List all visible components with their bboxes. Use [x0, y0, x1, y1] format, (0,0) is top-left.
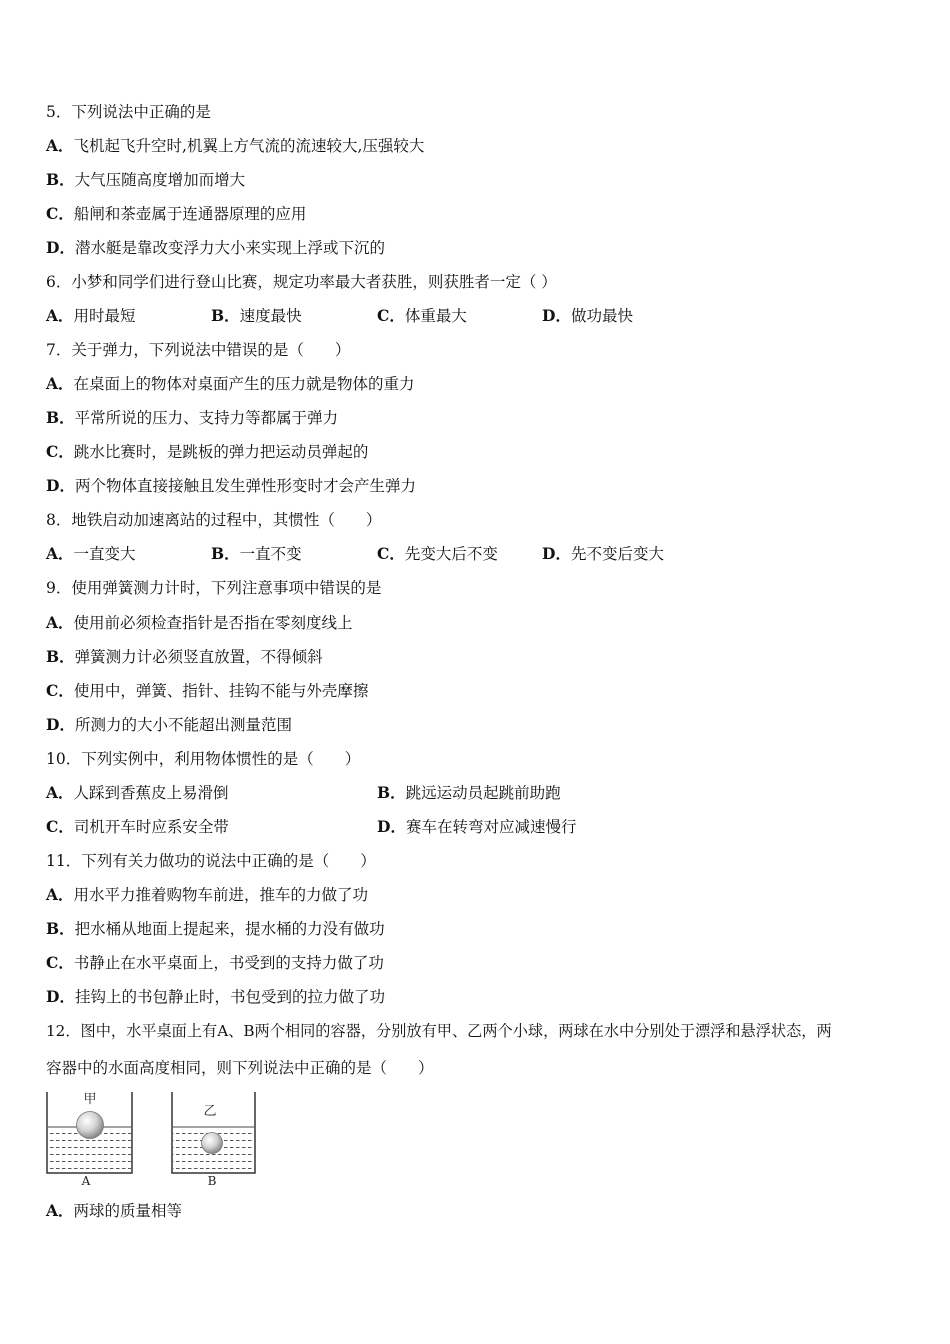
- ball-jia-label: 甲: [83, 1092, 97, 1107]
- q10-option-b: B．跳远运动员起跳前助跑: [377, 783, 561, 802]
- q7-option-a: A．在桌面上的物体对桌面产生的压力就是物体的重力: [46, 374, 415, 393]
- q7-option-b: B．平常所说的压力、支持力等都属于弹力: [46, 408, 339, 427]
- q10-option-d: D．赛车在转弯对应减速慢行: [377, 817, 577, 836]
- q7-stem: 7．关于弹力，下列说法中错误的是（ ）: [46, 341, 351, 359]
- q6-stem: 6．小梦和同学们进行登山比赛，规定功率最大者获胜，则获胜者一定（ ）: [46, 273, 557, 291]
- container-b-label: B: [207, 1174, 217, 1188]
- q9-option-d: D．所测力的大小不能超出测量范围: [46, 715, 292, 734]
- q8-option-c: C．先变大后不变: [377, 544, 498, 563]
- q5-option-d: D．潜水艇是靠改变浮力大小来实现上浮或下沉的: [46, 238, 385, 257]
- q10-option-c: C．司机开车时应系安全带: [46, 817, 229, 836]
- ball-yi-label: 乙: [203, 1104, 217, 1119]
- q5-option-b: B．大气压随高度增加而增大: [46, 170, 246, 189]
- q11-option-b: B．把水桶从地面上提起来，提水桶的力没有做功: [46, 919, 385, 938]
- q11-stem: 11．下列有关力做功的说法中正确的是（ ）: [46, 852, 376, 870]
- q8-option-b: B．一直不变: [211, 544, 302, 563]
- q6-option-c: C．体重最大: [377, 306, 467, 325]
- container-a-label: A: [81, 1174, 91, 1188]
- q9-option-a: A．使用前必须检查指针是否指在零刻度线上: [46, 613, 353, 632]
- q9-option-c: C．使用中，弹簧、指针、挂钩不能与外壳摩擦: [46, 681, 369, 700]
- q7-option-d: D．两个物体直接接触且发生弹性形变时才会产生弹力: [46, 476, 416, 495]
- q8-option-a: A．一直变大: [46, 544, 136, 563]
- q12-figure: [44, 1088, 259, 1188]
- q6-option-a: A．用时最短: [46, 306, 136, 325]
- q10-option-a: A．人踩到香蕉皮上易滑倒: [46, 783, 229, 802]
- q6-option-b: B．速度最快: [211, 306, 302, 325]
- containers-diagram: [44, 1088, 259, 1188]
- ball-jia: [77, 1112, 104, 1139]
- container-a: [47, 1092, 132, 1188]
- q11-option-a: A．用水平力推着购物车前进，推车的力做了功: [46, 885, 369, 904]
- q11-option-c: C．书静止在水平桌面上，书受到的支持力做了功: [46, 953, 384, 972]
- q5-option-a: A．飞机起飞升空时,机翼上方气流的流速较大,压强较大: [46, 136, 425, 155]
- q5-stem: 5．下列说法中正确的是: [46, 103, 211, 121]
- q12-stem-line2: 容器中的水面高度相同，则下列说法中正确的是（ ）: [46, 1059, 434, 1077]
- q6-option-d: D．做功最快: [542, 306, 633, 325]
- q11-option-d: D．挂钩上的书包静止时，书包受到的拉力做了功: [46, 987, 385, 1006]
- q10-stem: 10．下列实例中，利用物体惯性的是（ ）: [46, 750, 361, 768]
- q5-option-c: C．船闸和茶壶属于连通器原理的应用: [46, 204, 307, 223]
- q7-option-c: C．跳水比赛时，是跳板的弹力把运动员弹起的: [46, 442, 369, 461]
- q8-stem: 8．地铁启动加速离站的过程中，其惯性（ ）: [46, 511, 382, 529]
- q9-stem: 9．使用弹簧测力计时，下列注意事项中错误的是: [46, 579, 382, 597]
- q12-option-a: A．两球的质量相等: [46, 1201, 183, 1220]
- container-b: [172, 1092, 255, 1188]
- q8-option-d: D．先不变后变大: [542, 544, 664, 563]
- q12-stem-line1: 12．图中，水平桌面上有A、B两个相同的容器，分别放有甲、乙两个小球，两球在水中分别处于漂浮和悬浮状态，两: [46, 1022, 832, 1040]
- q9-option-b: B．弹簧测力计必须竖直放置，不得倾斜: [46, 647, 323, 666]
- ball-yi: [202, 1133, 223, 1154]
